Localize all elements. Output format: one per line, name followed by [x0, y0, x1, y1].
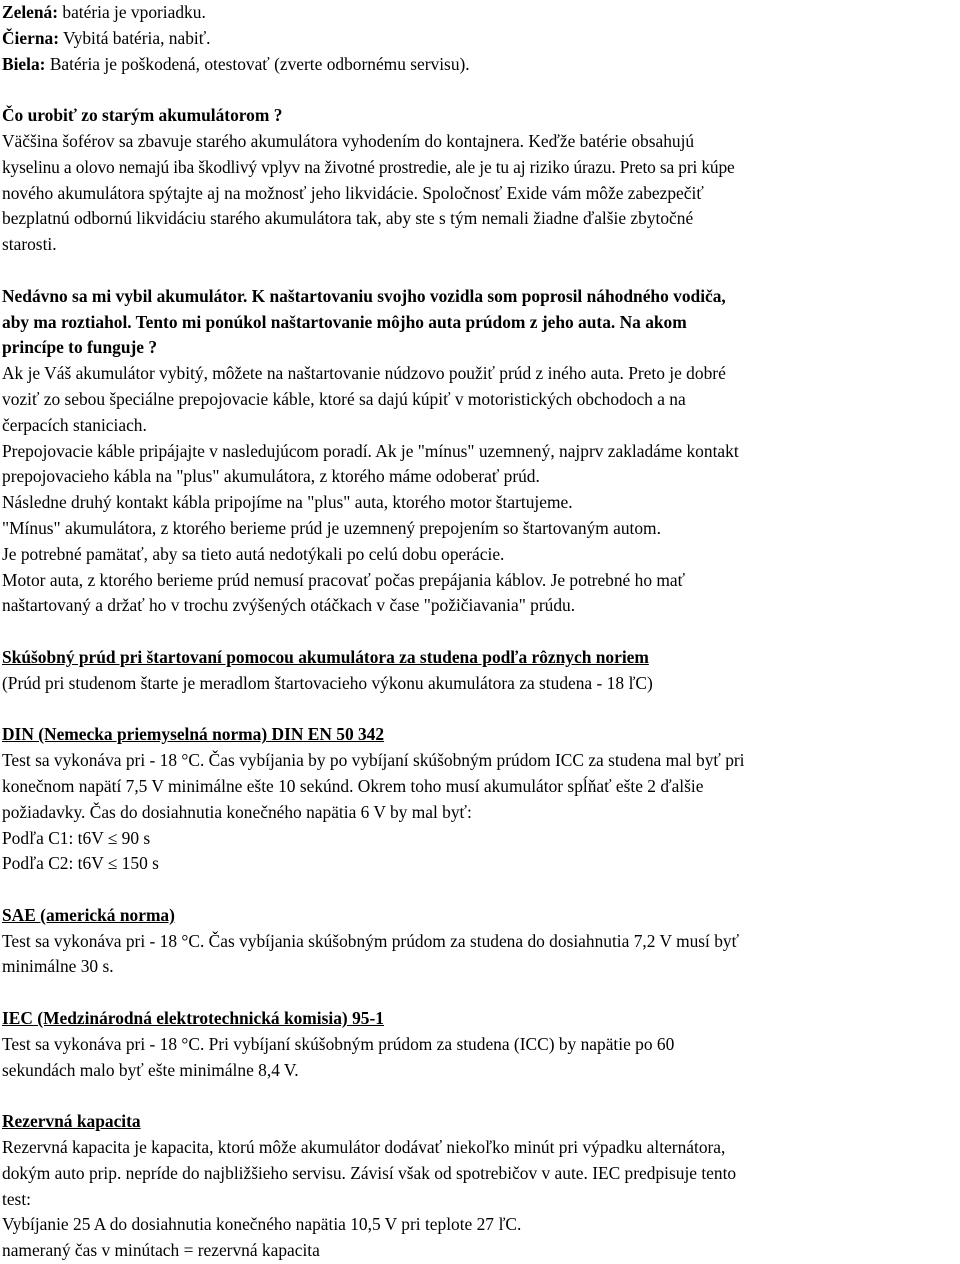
jump-start-answer: voziť zo sebou špeciálne prepojovacie káble, ktoré sa dajú kúpiť v motoristických obchodoch a na: [2, 388, 686, 409]
sae-line: minimálne 30 s.: [2, 956, 114, 977]
din-line: požiadavky. Čas do dosiahnutia konečného napätia 6 V by mal byť:: [2, 801, 472, 822]
din-line: konečnom napätí 7,5 V minimálne ešte 10 sekúnd. Okrem toho musí akumulátor spĺňať ešte 2 ďalšie: [2, 775, 704, 796]
old-battery-line: bezplatnú odbornú likvidáciu starého akumulátora tak, aby ste s tým nemali žiadne ďalšie zbytočné: [2, 208, 694, 229]
black-text: Vybitá batéria, nabiť.: [59, 27, 211, 48]
din-line: Podľa C2: t6V ≤ 150 s: [2, 853, 159, 874]
jump-start-answer: Ak je Váš akumulátor vybitý, môžete na naštartovanie núdzovo použiť prúd z iného auta. Preto je dobré: [2, 363, 726, 384]
status-black: [2, 26, 960, 52]
reserve-line: dokým auto prip. nepríde do najbližšieho servisu. Závisí však od spotrebičov v aute. IEC predpisuje tento: [2, 1162, 737, 1183]
green-label: Zelená:: [2, 2, 59, 22]
jump-start-answer: prepojovacieho kábla na "plus" akumulátora, z ktorého máme odoberať prúd.: [2, 466, 540, 487]
white-text: Batéria je poškodená, otestovať (zverte odbornému servisu).: [45, 53, 470, 74]
jump-start-question: Nedávno sa mi vybil akumulátor. K naštartovaniu svojho vozidla som poprosil náhodného vodiča,: [2, 285, 726, 306]
iec-line: Test sa vykonáva pri - 18 °C. Pri vybíjaní skúšobným prúdom za studena (ICC) by napätie po 60: [2, 1033, 675, 1054]
old-battery-line: kyselinu a olovo nemajú iba škodlivý vplyv na životné prostredie, ale je tu aj riziko úrazu. Preto sa pri kúpe: [2, 156, 735, 177]
reserve-line: test:: [2, 1188, 31, 1209]
iec-line: sekundách malo byť ešte minimálne 8,4 V.: [2, 1059, 299, 1080]
black-label: Čierna:: [2, 27, 59, 48]
status-white: [2, 52, 960, 78]
sae-heading: SAE (americká norma): [2, 904, 175, 925]
jump-start-question: princípe to funguje ?: [2, 337, 158, 358]
jump-start-answer: Prepojovacie káble pripájajte v nasledujúcom poradí. Ak je "mínus" uzemnený, najprv zakladáme kontakt: [2, 440, 739, 461]
old-battery-line: Väčšina šoférov sa zbavuje starého akumulátora vyhodením do kontajnera. Keďže batérie obsahujú: [2, 130, 695, 151]
reserve-line: Vybíjanie 25 A do dosiahnutia konečného napätia 10,5 V pri teplote 27 ľC.: [2, 1214, 522, 1235]
jump-start-answer: naštartovaný a držať ho v trochu zvýšených otáčkach v čase "požičiavania" prúdu.: [2, 595, 576, 616]
jump-start-answer: čerpacích staniciach.: [2, 414, 147, 435]
old-battery-line: starosti.: [2, 234, 57, 255]
jump-start-answer: "Mínus" akumulátora, z ktorého berieme prúd je uzemnený prepojením so štartovaným autom.: [2, 517, 661, 538]
reserve-line: Rezervná kapacita je kapacita, ktorú môže akumulátor dodávať niekoľko minút pri výpadku alternátora,: [2, 1137, 726, 1158]
jump-start-question: aby ma roztiahol. Tento mi ponúkol naštartovanie môjho auta prúdom z jeho auta. Na akom: [2, 311, 687, 332]
test-current-heading: Skúšobný prúd pri štartovaní pomocou akumulátora za studena podľa rôznych noriem: [2, 646, 649, 667]
jump-start-answer: Motor auta, z ktorého berieme prúd nemusí pracovať počas prepájania káblov. Je potrebné ho mať: [2, 569, 686, 590]
jump-start-answer: Následne druhý kontakt kábla pripojíme na "plus" auta, ktorého motor štartujeme.: [2, 492, 573, 513]
old-battery-line: nového akumulátora spýtajte aj na možnosť jeho likvidácie. Spoločnosť Exide vám môže zabezpečiť: [2, 182, 704, 203]
jump-start-answer: Je potrebné pamätať, aby sa tieto autá nedotýkali po celú dobu operácie.: [2, 543, 505, 564]
green-text: batéria je vporiadku.: [58, 2, 206, 22]
status-green: [2, 0, 960, 26]
din-line: Test sa vykonáva pri - 18 °C. Čas vybíjania by po vybíjaní skúšobným prúdom ICC za studena mal byť pri: [2, 750, 745, 771]
test-current-subtitle: (Prúd pri studenom štarte je meradlom štartovacieho výkonu akumulátora za studena - 18 ľC): [2, 672, 653, 693]
document-page: [2, 0, 960, 1264]
din-heading: DIN (Nemecka priemyselná norma) DIN EN 50 342: [2, 724, 385, 745]
din-line: Podľa C1: t6V ≤ 90 s: [2, 827, 151, 848]
reserve-heading: Rezervná kapacita: [2, 1111, 141, 1132]
iec-heading: IEC (Medzinárodná elektrotechnická komisia) 95-1: [2, 1008, 384, 1029]
sae-line: Test sa vykonáva pri - 18 °C. Čas vybíjania skúšobným prúdom za studena do dosiahnutia 7,2 V musí byť: [2, 930, 740, 951]
old-battery-heading: Čo urobiť zo starým akumulátorom ?: [2, 105, 283, 126]
reserve-line: nameraný čas v minútach = rezervná kapacita: [2, 1240, 320, 1261]
white-label: Biela:: [2, 53, 46, 74]
